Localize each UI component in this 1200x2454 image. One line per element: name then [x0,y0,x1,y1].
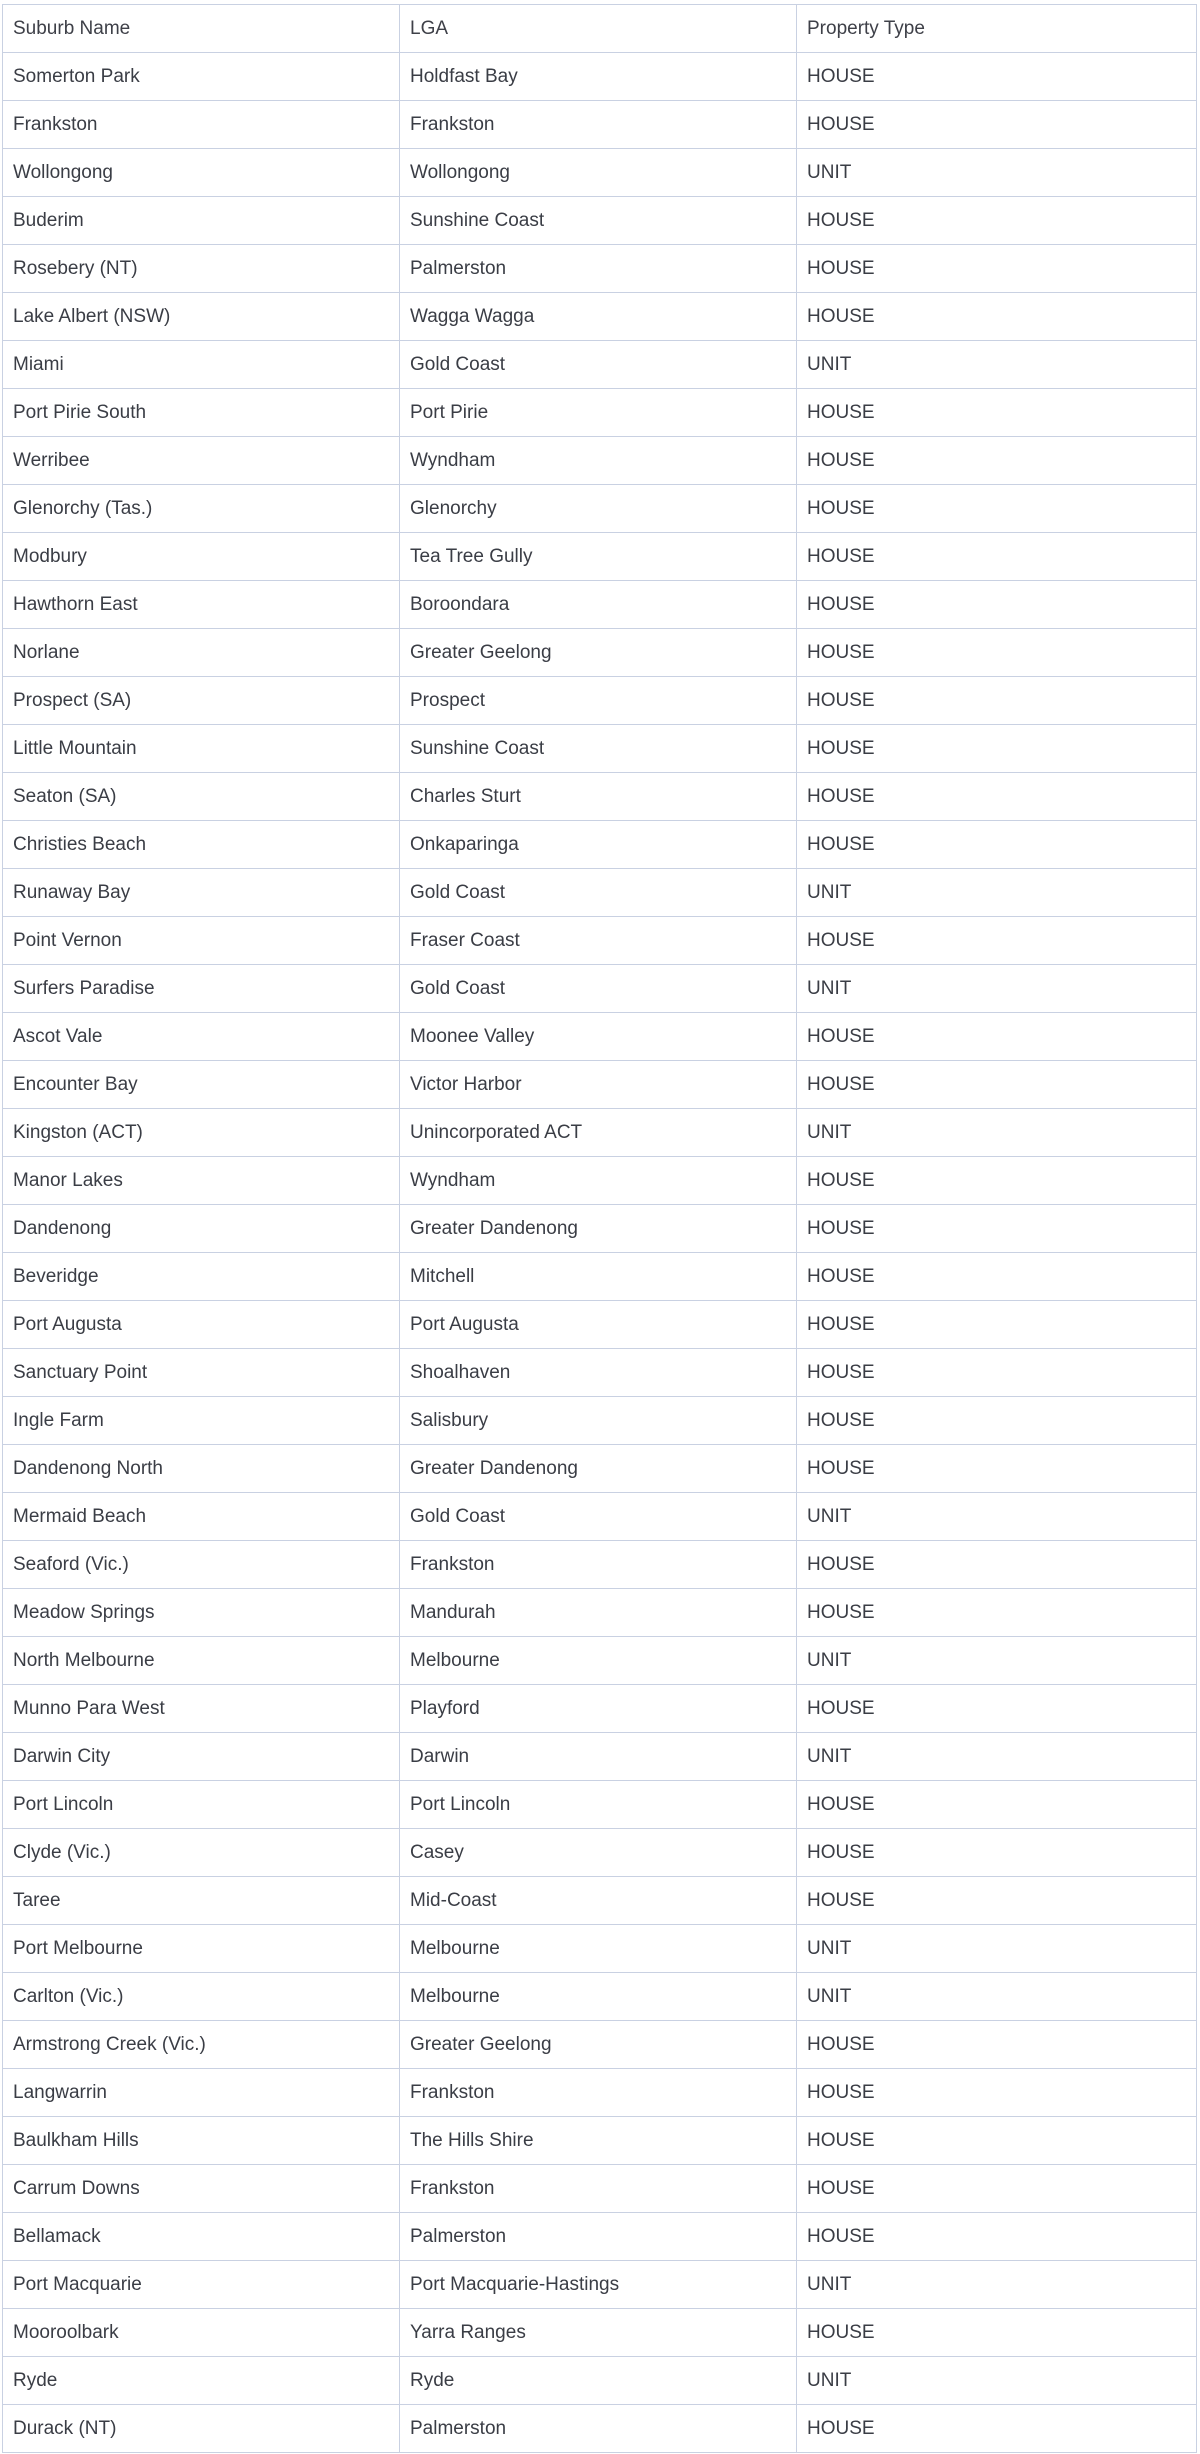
lga-cell: Ryde [400,2357,797,2405]
table-row [3,533,1197,581]
table-row [3,437,1197,485]
suburb-name-cell: Carlton (Vic.) [3,1973,400,2021]
suburb-name-cell: Point Vernon [3,917,400,965]
suburb-name-cell: Seaford (Vic.) [3,1541,400,1589]
suburb-name-cell: Sanctuary Point [3,1349,400,1397]
lga-cell: Wagga Wagga [400,293,797,341]
property-type-cell: HOUSE [797,2213,1197,2261]
lga-cell: Yarra Ranges [400,2309,797,2357]
property-type-cell: UNIT [797,1973,1197,2021]
lga-cell: Wyndham [400,437,797,485]
table-row [3,2117,1197,2165]
property-type-cell: HOUSE [797,437,1197,485]
suburb-name-cell: Seaton (SA) [3,773,400,821]
suburb-name-cell: Buderim [3,197,400,245]
lga-cell: Mitchell [400,1253,797,1301]
lga-cell: Wollongong [400,149,797,197]
suburb-name-cell: Runaway Bay [3,869,400,917]
property-type-cell: HOUSE [797,1445,1197,1493]
property-table [2,4,1197,2453]
property-type-cell: HOUSE [797,1301,1197,1349]
suburb-name-cell: Darwin City [3,1733,400,1781]
property-type-cell: HOUSE [797,533,1197,581]
table-row [3,1301,1197,1349]
property-type-cell: UNIT [797,2261,1197,2309]
suburb-name-cell: Port Macquarie [3,2261,400,2309]
table-row [3,965,1197,1013]
table-row [3,1109,1197,1157]
property-type-cell: UNIT [797,1925,1197,1973]
lga-cell: Port Augusta [400,1301,797,1349]
lga-cell: Palmerston [400,2405,797,2453]
suburb-name-cell: Dandenong North [3,1445,400,1493]
property-type-cell: HOUSE [797,1061,1197,1109]
suburb-name-cell: Baulkham Hills [3,2117,400,2165]
lga-cell: Frankston [400,2165,797,2213]
property-type-cell: HOUSE [797,917,1197,965]
table-row [3,1685,1197,1733]
lga-cell: Frankston [400,101,797,149]
suburb-name-cell: Ascot Vale [3,1013,400,1061]
table-row [3,1589,1197,1637]
table-row [3,2021,1197,2069]
property-type-cell: HOUSE [797,1781,1197,1829]
property-type-cell: HOUSE [797,2405,1197,2453]
lga-cell: Mandurah [400,1589,797,1637]
table-row [3,917,1197,965]
lga-cell: Frankston [400,2069,797,2117]
table-row [3,629,1197,677]
suburb-name-cell: Little Mountain [3,725,400,773]
table-row [3,341,1197,389]
lga-cell: Prospect [400,677,797,725]
table-row [3,1973,1197,2021]
suburb-name-cell: Miami [3,341,400,389]
lga-cell: The Hills Shire [400,2117,797,2165]
property-type-cell: HOUSE [797,725,1197,773]
suburb-name-cell: Taree [3,1877,400,1925]
property-type-cell: UNIT [797,1109,1197,1157]
suburb-name-cell: Werribee [3,437,400,485]
column-header-lga: LGA [400,5,797,53]
lga-cell: Charles Sturt [400,773,797,821]
suburb-name-cell: Christies Beach [3,821,400,869]
property-type-cell: HOUSE [797,1013,1197,1061]
suburb-name-cell: Modbury [3,533,400,581]
lga-cell: Melbourne [400,1637,797,1685]
suburb-name-cell: Surfers Paradise [3,965,400,1013]
suburb-name-cell: Lake Albert (NSW) [3,293,400,341]
property-type-cell: HOUSE [797,1541,1197,1589]
suburb-name-cell: North Melbourne [3,1637,400,1685]
lga-cell: Onkaparinga [400,821,797,869]
suburb-name-cell: Bellamack [3,2213,400,2261]
lga-cell: Sunshine Coast [400,725,797,773]
table-row [3,725,1197,773]
property-type-cell: HOUSE [797,1685,1197,1733]
table-row [3,1781,1197,1829]
lga-cell: Melbourne [400,1973,797,2021]
property-type-cell: HOUSE [797,773,1197,821]
suburb-name-cell: Frankston [3,101,400,149]
suburb-name-cell: Port Augusta [3,1301,400,1349]
property-type-cell: HOUSE [797,2309,1197,2357]
property-type-cell: HOUSE [797,389,1197,437]
property-type-cell: HOUSE [797,1205,1197,1253]
table-row [3,1445,1197,1493]
property-type-cell: HOUSE [797,1397,1197,1445]
lga-cell: Darwin [400,1733,797,1781]
table-row [3,2069,1197,2117]
suburb-name-cell: Norlane [3,629,400,677]
table-row [3,101,1197,149]
suburb-name-cell: Rosebery (NT) [3,245,400,293]
table-row [3,197,1197,245]
property-type-cell: UNIT [797,1493,1197,1541]
property-table-container [2,4,1196,2453]
lga-cell: Playford [400,1685,797,1733]
property-type-cell: UNIT [797,1637,1197,1685]
property-type-cell: HOUSE [797,101,1197,149]
property-type-cell: HOUSE [797,2165,1197,2213]
table-body [3,53,1197,2453]
table-row [3,1877,1197,1925]
suburb-name-cell: Langwarrin [3,2069,400,2117]
lga-cell: Palmerston [400,2213,797,2261]
lga-cell: Gold Coast [400,1493,797,1541]
property-type-cell: HOUSE [797,1157,1197,1205]
property-type-cell: HOUSE [797,53,1197,101]
property-type-cell: HOUSE [797,629,1197,677]
lga-cell: Greater Dandenong [400,1445,797,1493]
property-type-cell: UNIT [797,1733,1197,1781]
property-type-cell: UNIT [797,341,1197,389]
property-type-cell: HOUSE [797,581,1197,629]
table-row [3,2165,1197,2213]
column-header-property-type: Property Type [797,5,1197,53]
suburb-name-cell: Glenorchy (Tas.) [3,485,400,533]
suburb-name-cell: Port Melbourne [3,1925,400,1973]
property-type-cell: UNIT [797,2357,1197,2405]
table-row [3,1157,1197,1205]
property-type-cell: HOUSE [797,293,1197,341]
table-row [3,677,1197,725]
lga-cell: Palmerston [400,245,797,293]
table-row [3,2357,1197,2405]
lga-cell: Gold Coast [400,869,797,917]
property-type-cell: HOUSE [797,2069,1197,2117]
property-type-cell: HOUSE [797,197,1197,245]
table-row [3,1013,1197,1061]
property-type-cell: HOUSE [797,2117,1197,2165]
table-row [3,2261,1197,2309]
table-row [3,1637,1197,1685]
lga-cell: Unincorporated ACT [400,1109,797,1157]
lga-cell: Mid-Coast [400,1877,797,1925]
property-type-cell: HOUSE [797,821,1197,869]
lga-cell: Greater Dandenong [400,1205,797,1253]
lga-cell: Greater Geelong [400,629,797,677]
table-row [3,149,1197,197]
property-type-cell: HOUSE [797,1349,1197,1397]
lga-cell: Port Pirie [400,389,797,437]
suburb-name-cell: Dandenong [3,1205,400,1253]
suburb-name-cell: Mooroolbark [3,2309,400,2357]
suburb-name-cell: Somerton Park [3,53,400,101]
lga-cell: Victor Harbor [400,1061,797,1109]
property-type-cell: HOUSE [797,677,1197,725]
lga-cell: Gold Coast [400,965,797,1013]
table-row [3,1541,1197,1589]
table-row [3,1205,1197,1253]
property-type-cell: HOUSE [797,485,1197,533]
suburb-name-cell: Kingston (ACT) [3,1109,400,1157]
property-type-cell: HOUSE [797,2021,1197,2069]
suburb-name-cell: Clyde (Vic.) [3,1829,400,1877]
table-row [3,1349,1197,1397]
table-row [3,245,1197,293]
suburb-name-cell: Prospect (SA) [3,677,400,725]
suburb-name-cell: Meadow Springs [3,1589,400,1637]
lga-cell: Wyndham [400,1157,797,1205]
property-type-cell: UNIT [797,869,1197,917]
table-row [3,869,1197,917]
table-row [3,1493,1197,1541]
property-type-cell: HOUSE [797,1589,1197,1637]
header-row [3,5,1197,53]
table-row [3,821,1197,869]
lga-cell: Port Macquarie-Hastings [400,2261,797,2309]
table-header [3,5,1197,53]
suburb-name-cell: Ingle Farm [3,1397,400,1445]
suburb-name-cell: Carrum Downs [3,2165,400,2213]
lga-cell: Sunshine Coast [400,197,797,245]
table-row [3,1925,1197,1973]
lga-cell: Fraser Coast [400,917,797,965]
suburb-name-cell: Munno Para West [3,1685,400,1733]
table-row [3,1733,1197,1781]
suburb-name-cell: Port Lincoln [3,1781,400,1829]
suburb-name-cell: Beveridge [3,1253,400,1301]
property-type-cell: HOUSE [797,1877,1197,1925]
suburb-name-cell: Encounter Bay [3,1061,400,1109]
table-row [3,1829,1197,1877]
table-row [3,1397,1197,1445]
table-row [3,53,1197,101]
suburb-name-cell: Ryde [3,2357,400,2405]
lga-cell: Tea Tree Gully [400,533,797,581]
table-row [3,293,1197,341]
table-row [3,1061,1197,1109]
lga-cell: Melbourne [400,1925,797,1973]
suburb-name-cell: Hawthorn East [3,581,400,629]
suburb-name-cell: Durack (NT) [3,2405,400,2453]
suburb-name-cell: Port Pirie South [3,389,400,437]
lga-cell: Frankston [400,1541,797,1589]
table-row [3,485,1197,533]
table-row [3,2309,1197,2357]
lga-cell: Moonee Valley [400,1013,797,1061]
lga-cell: Holdfast Bay [400,53,797,101]
lga-cell: Casey [400,1829,797,1877]
lga-cell: Shoalhaven [400,1349,797,1397]
lga-cell: Port Lincoln [400,1781,797,1829]
suburb-name-cell: Mermaid Beach [3,1493,400,1541]
table-row [3,2405,1197,2453]
suburb-name-cell: Armstrong Creek (Vic.) [3,2021,400,2069]
table-row [3,581,1197,629]
property-type-cell: HOUSE [797,1253,1197,1301]
property-type-cell: HOUSE [797,245,1197,293]
suburb-name-cell: Wollongong [3,149,400,197]
lga-cell: Boroondara [400,581,797,629]
lga-cell: Glenorchy [400,485,797,533]
lga-cell: Greater Geelong [400,2021,797,2069]
lga-cell: Gold Coast [400,341,797,389]
table-row [3,2213,1197,2261]
column-header-suburb-name: Suburb Name [3,5,400,53]
table-row [3,1253,1197,1301]
lga-cell: Salisbury [400,1397,797,1445]
property-type-cell: UNIT [797,965,1197,1013]
suburb-name-cell: Manor Lakes [3,1157,400,1205]
table-row [3,389,1197,437]
property-type-cell: HOUSE [797,1829,1197,1877]
property-type-cell: UNIT [797,149,1197,197]
table-row [3,773,1197,821]
